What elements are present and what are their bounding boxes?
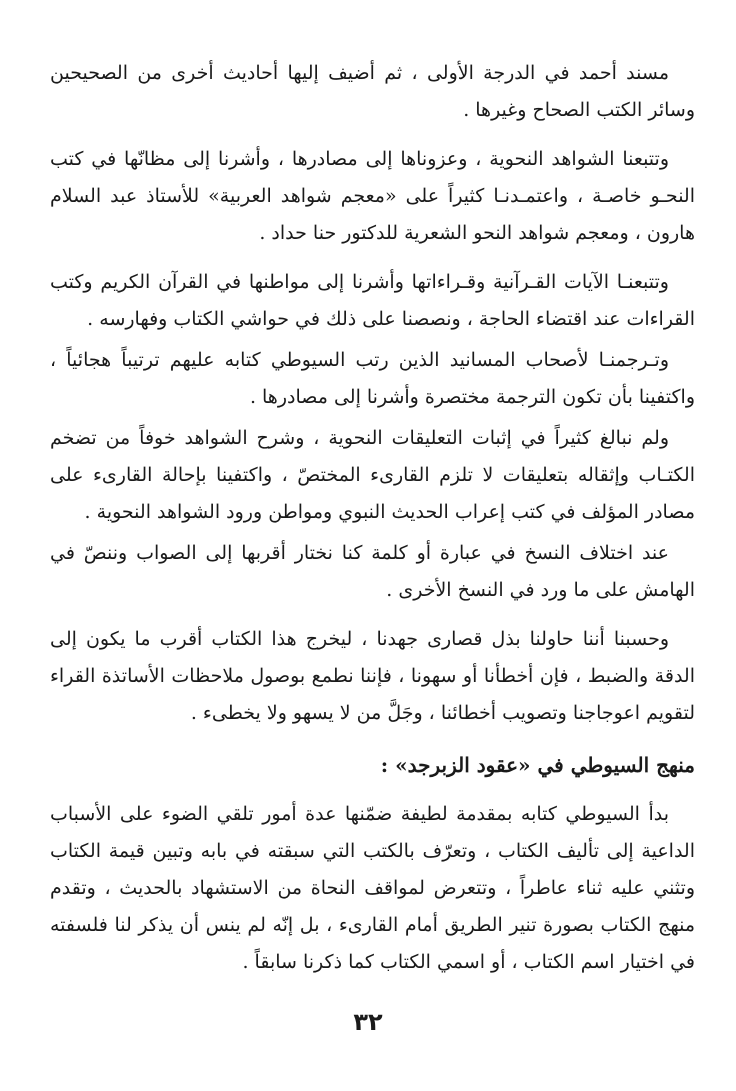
section-heading: منهج السيوطي في «عقود الزبرجد» : xyxy=(380,753,695,777)
paragraph-methodology: بدأ السيوطي كتابه بمقدمة لطيفة ضمّنها عدة أمور تلقي الضوء على الأسباب الداعية إلى تأليف الكتاب ، وتعرّف بالكتب التي سبقته في بابه وتبين قيمة الكتاب وتثني عليه ثناء عاطراً ، وتتعرض لمواقف النحاة من الاستشهاد بالحديث ، وتقدم منهج الكتاب بصورة تنير الطريق أمام القارىء ، بل إنّه لم ينس أن يذكر لنا فلسفته في اختيار اسم الكتاب ، أو اسمي الكتاب كما ذكرنا سابقاً . xyxy=(50,803,695,973)
paragraph-grammatical-evidence: وتتبعنا الشواهد النحوية ، وعزوناها إلى مصادرها ، وأشرنا إلى مظانّها في كتب النحـو خاصـة ، واعتمـدنـا كثيراً على «معجم شواهد العربية» للأستاذ عبد السلام هارون ، ومعجم شواهد النحو الشعرية للدكتور حنا حداد . xyxy=(50,148,695,244)
paragraph-quranic-verses: وتتبعنـا الآيات القـرآنية وقـراءاتها وأشرنا إلى مواطنها في القرآن الكريم وكتب القراءات عند اقتضاء الحاجة ، ونصصنا على ذلك في حواشي الكتاب وفهارسه . xyxy=(50,271,695,330)
paragraph-biographies: وتـرجمنـا لأصحاب المسانيد الذين رتب السيوطي كتابه عليهم ترتيباً هجائياً ، واكتفينا بأن تكون الترجمة مختصرة وأشرنا إلى مصادرها . xyxy=(50,349,695,408)
page-body xyxy=(50,55,695,993)
paragraph-sources: مسند أحمد في الدرجة الأولى ، ثم أضيف إليها أحاديث أخرى من الصحيحين وسائر الكتب الصحاح وغيرها . xyxy=(50,62,695,121)
paragraph-manuscript-variants: عند اختلاف النسخ في عبارة أو كلمة كنا نختار أقربها إلى الصواب وننصّ في الهامش على ما ورد في النسخ الأخرى . xyxy=(50,542,695,601)
paragraph-annotations: ولم نبالغ كثيراً في إثبات التعليقات النحوية ، وشرح الشواهد خوفاً من تضخم الكتـاب وإثقاله بتعليقات لا تلزم القارىء المختصّ ، واكتفينا بإحالة القارىء على مصادر المؤلف في كتب إعراب الحديث النبوي ومواطن ورود الشواهد النحوية . xyxy=(50,427,695,523)
page-number: ٣٢ xyxy=(353,1008,383,1036)
paragraph-closing-remarks: وحسبنا أننا حاولنا بذل قصارى جهدنا ، ليخرج هذا الكتاب أقرب ما يكون إلى الدقة والضبط ، فإن أخطأنا أو سهونا ، فإننا نطمع بوصول ملاحظات الأساتذة القراء لتقويم اعوجاجنا وتصويب أخطائنا ، وجَلَّ من لا يسهو ولا يخطىء . xyxy=(50,628,695,724)
